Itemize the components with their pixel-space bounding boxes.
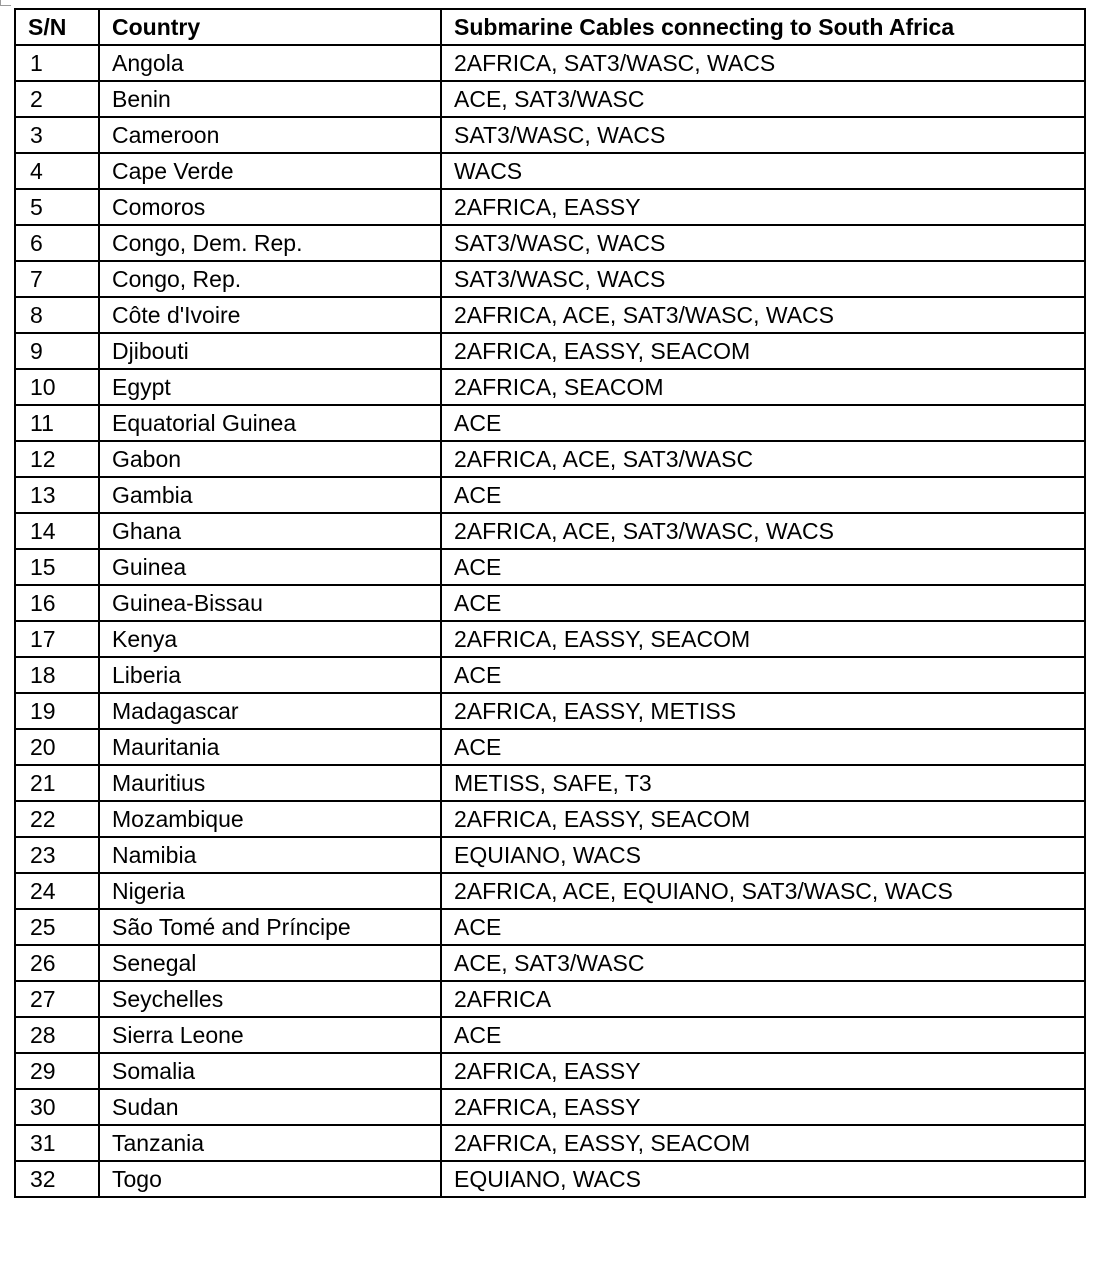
cell-country: Guinea: [99, 549, 441, 585]
cell-cables: 2AFRICA, EASSY, SEACOM: [441, 801, 1085, 837]
cell-sn: 21: [15, 765, 99, 801]
cell-sn: 30: [15, 1089, 99, 1125]
cell-sn: 15: [15, 549, 99, 585]
cell-sn: 9: [15, 333, 99, 369]
table-row: [15, 513, 1085, 549]
cell-cables: SAT3/WASC, WACS: [441, 261, 1085, 297]
table-header: [15, 9, 1085, 45]
cell-country: Mauritania: [99, 729, 441, 765]
table-row: [15, 873, 1085, 909]
cell-country: Benin: [99, 81, 441, 117]
table-row: [15, 333, 1085, 369]
cell-country: Madagascar: [99, 693, 441, 729]
table-row: [15, 369, 1085, 405]
cell-sn: 1: [15, 45, 99, 81]
cell-sn: 27: [15, 981, 99, 1017]
cell-cables: SAT3/WASC, WACS: [441, 117, 1085, 153]
cell-cables: 2AFRICA, EASSY, METISS: [441, 693, 1085, 729]
cell-cables: 2AFRICA, EASSY: [441, 1089, 1085, 1125]
table-row: [15, 621, 1085, 657]
corner-mark: [0, 0, 11, 6]
table-row: [15, 297, 1085, 333]
cell-cables: ACE: [441, 909, 1085, 945]
cell-country: Congo, Dem. Rep.: [99, 225, 441, 261]
cell-country: Mozambique: [99, 801, 441, 837]
cell-cables: 2AFRICA: [441, 981, 1085, 1017]
cell-cables: ACE: [441, 405, 1085, 441]
cell-sn: 10: [15, 369, 99, 405]
cell-cables: EQUIANO, WACS: [441, 1161, 1085, 1197]
header-country: Country: [99, 9, 441, 45]
cell-sn: 4: [15, 153, 99, 189]
cell-sn: 2: [15, 81, 99, 117]
cell-sn: 3: [15, 117, 99, 153]
cell-cables: 2AFRICA, SEACOM: [441, 369, 1085, 405]
table-row: [15, 585, 1085, 621]
cell-sn: 31: [15, 1125, 99, 1161]
cell-sn: 29: [15, 1053, 99, 1089]
table-row: [15, 657, 1085, 693]
cell-sn: 28: [15, 1017, 99, 1053]
cell-country: Somalia: [99, 1053, 441, 1089]
table-row: [15, 261, 1085, 297]
cell-sn: 6: [15, 225, 99, 261]
cell-cables: 2AFRICA, SAT3/WASC, WACS: [441, 45, 1085, 81]
cell-sn: 23: [15, 837, 99, 873]
cell-cables: 2AFRICA, EASSY: [441, 189, 1085, 225]
table-row: [15, 729, 1085, 765]
table-row: [15, 981, 1085, 1017]
cell-sn: 18: [15, 657, 99, 693]
cell-cables: 2AFRICA, EASSY, SEACOM: [441, 333, 1085, 369]
cell-country: Egypt: [99, 369, 441, 405]
cell-cables: EQUIANO, WACS: [441, 837, 1085, 873]
cell-sn: 32: [15, 1161, 99, 1197]
cell-country: Kenya: [99, 621, 441, 657]
cell-sn: 26: [15, 945, 99, 981]
table-row: [15, 477, 1085, 513]
table-row: [15, 405, 1085, 441]
cell-cables: 2AFRICA, ACE, SAT3/WASC, WACS: [441, 297, 1085, 333]
table-row: [15, 1089, 1085, 1125]
table-row: [15, 81, 1085, 117]
cell-country: Congo, Rep.: [99, 261, 441, 297]
cell-country: Ghana: [99, 513, 441, 549]
table-row: [15, 801, 1085, 837]
cell-cables: 2AFRICA, EASSY: [441, 1053, 1085, 1089]
table-row: [15, 1017, 1085, 1053]
cell-sn: 22: [15, 801, 99, 837]
table-row: [15, 693, 1085, 729]
cell-country: Guinea-Bissau: [99, 585, 441, 621]
cell-country: Comoros: [99, 189, 441, 225]
cell-cables: WACS: [441, 153, 1085, 189]
cell-country: Cape Verde: [99, 153, 441, 189]
table-row: [15, 45, 1085, 81]
table-row: [15, 909, 1085, 945]
table-row: [15, 153, 1085, 189]
header-cables: Submarine Cables connecting to South Africa: [441, 9, 1085, 45]
cell-country: Senegal: [99, 945, 441, 981]
table-row: [15, 837, 1085, 873]
table-row: [15, 441, 1085, 477]
cell-sn: 16: [15, 585, 99, 621]
cell-country: Cameroon: [99, 117, 441, 153]
cell-cables: SAT3/WASC, WACS: [441, 225, 1085, 261]
table-row: [15, 189, 1085, 225]
cell-cables: ACE: [441, 585, 1085, 621]
cell-sn: 19: [15, 693, 99, 729]
table-body: [15, 45, 1085, 1197]
cell-country: Djibouti: [99, 333, 441, 369]
cell-sn: 13: [15, 477, 99, 513]
table-row: [15, 549, 1085, 585]
cell-sn: 24: [15, 873, 99, 909]
header-sn: S/N: [15, 9, 99, 45]
cell-country: Equatorial Guinea: [99, 405, 441, 441]
cell-cables: ACE: [441, 477, 1085, 513]
cell-country: Liberia: [99, 657, 441, 693]
cell-country: Sudan: [99, 1089, 441, 1125]
cell-cables: 2AFRICA, EASSY, SEACOM: [441, 1125, 1085, 1161]
cell-cables: ACE: [441, 549, 1085, 585]
cell-cables: 2AFRICA, EASSY, SEACOM: [441, 621, 1085, 657]
cell-cables: ACE, SAT3/WASC: [441, 81, 1085, 117]
cell-country: Tanzania: [99, 1125, 441, 1161]
table-row: [15, 1053, 1085, 1089]
table-row: [15, 765, 1085, 801]
cell-sn: 17: [15, 621, 99, 657]
cell-cables: ACE, SAT3/WASC: [441, 945, 1085, 981]
header-row: [15, 9, 1085, 45]
cell-country: Mauritius: [99, 765, 441, 801]
table-row: [15, 225, 1085, 261]
cell-sn: 25: [15, 909, 99, 945]
submarine-cables-table: [14, 8, 1086, 1198]
cell-country: Nigeria: [99, 873, 441, 909]
cell-sn: 20: [15, 729, 99, 765]
cell-sn: 14: [15, 513, 99, 549]
cell-sn: 12: [15, 441, 99, 477]
cell-cables: 2AFRICA, ACE, EQUIANO, SAT3/WASC, WACS: [441, 873, 1085, 909]
cell-sn: 8: [15, 297, 99, 333]
cell-cables: ACE: [441, 1017, 1085, 1053]
cell-country: Gambia: [99, 477, 441, 513]
cell-country: Seychelles: [99, 981, 441, 1017]
cell-country: Angola: [99, 45, 441, 81]
table-row: [15, 945, 1085, 981]
cell-cables: ACE: [441, 729, 1085, 765]
cell-cables: 2AFRICA, ACE, SAT3/WASC, WACS: [441, 513, 1085, 549]
cell-sn: 5: [15, 189, 99, 225]
cell-country: Gabon: [99, 441, 441, 477]
cell-country: Togo: [99, 1161, 441, 1197]
cell-country: São Tomé and Príncipe: [99, 909, 441, 945]
cell-cables: METISS, SAFE, T3: [441, 765, 1085, 801]
cell-cables: 2AFRICA, ACE, SAT3/WASC: [441, 441, 1085, 477]
cell-country: Sierra Leone: [99, 1017, 441, 1053]
table-row: [15, 1161, 1085, 1197]
cell-country: Namibia: [99, 837, 441, 873]
cell-sn: 11: [15, 405, 99, 441]
cell-sn: 7: [15, 261, 99, 297]
cell-country: Côte d'Ivoire: [99, 297, 441, 333]
table-row: [15, 117, 1085, 153]
table-row: [15, 1125, 1085, 1161]
cell-cables: ACE: [441, 657, 1085, 693]
